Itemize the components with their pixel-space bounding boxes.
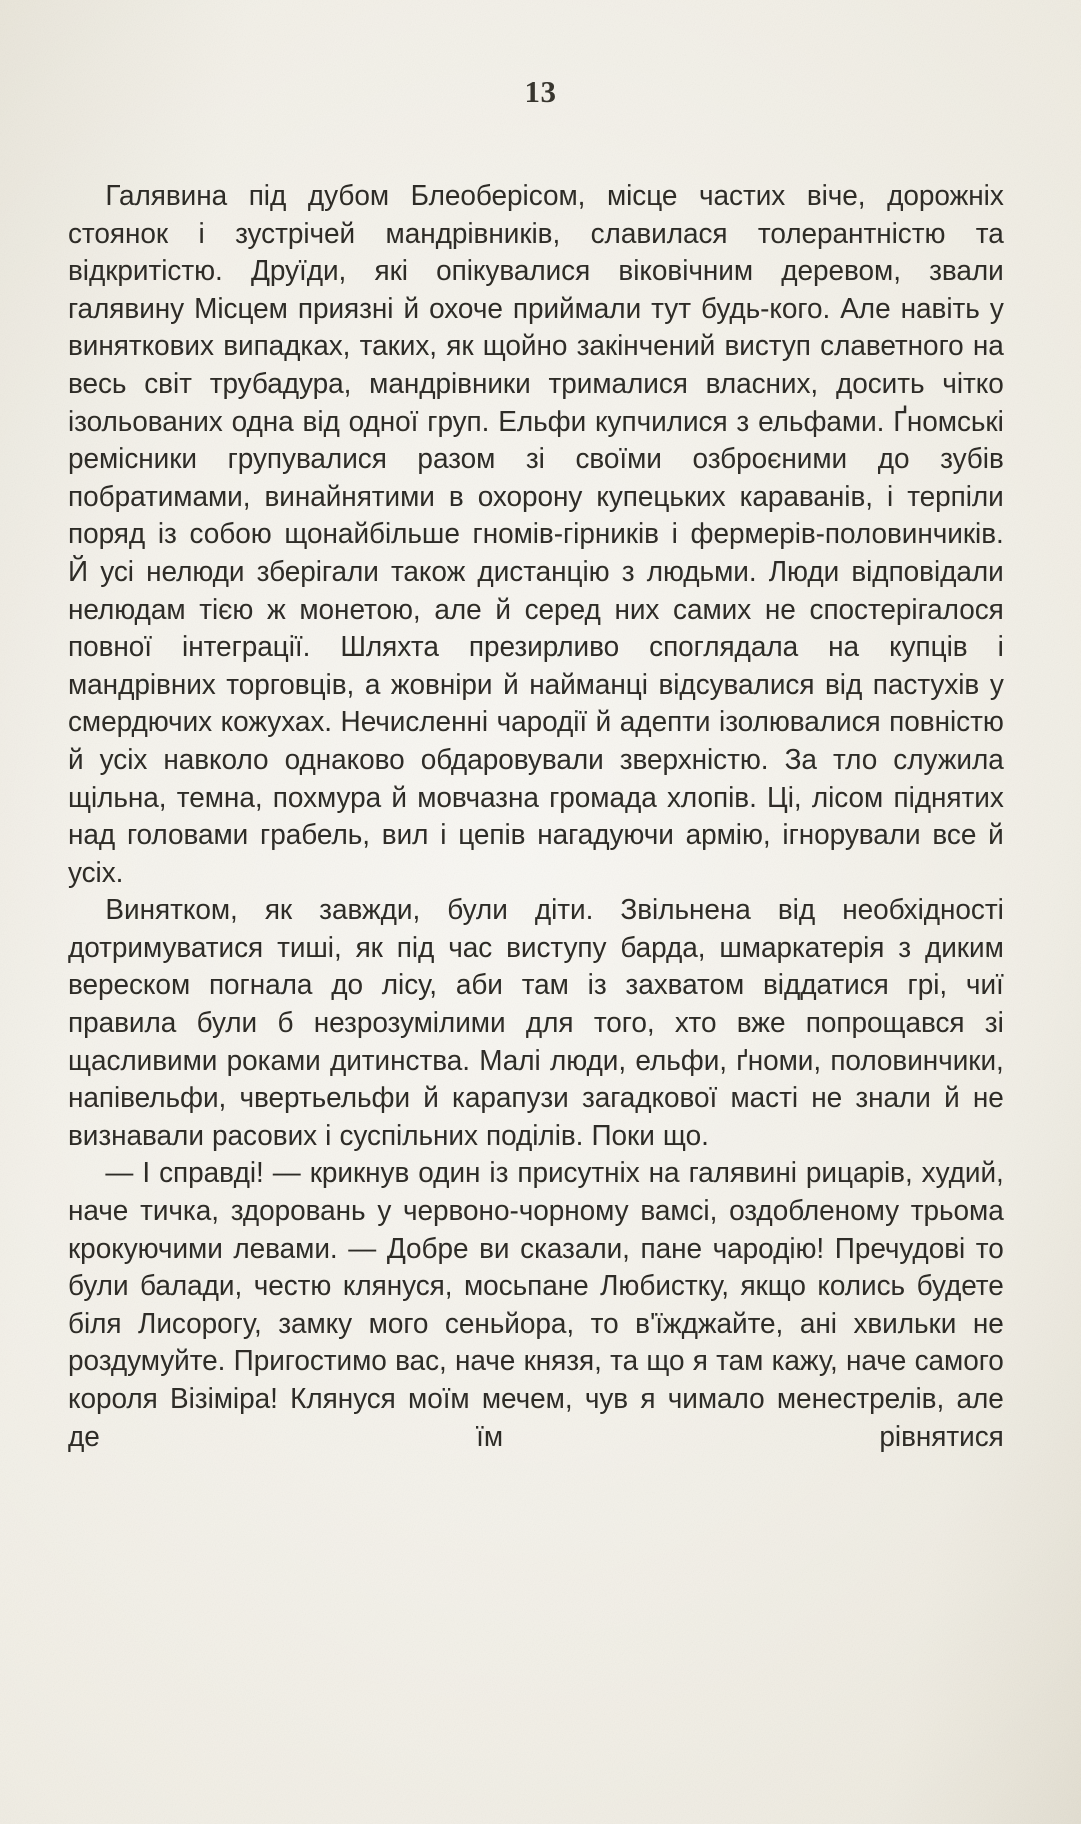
paragraph: Галявина під дубом Блеоберісом, місце частих віче, дорожніх стоянок і зустрічей мандрівників, славилася толерантністю та відкритістю. Друїди, які опікувалися віковічним деревом, звали галявину Місцем приязні й охоче приймали тут будь-кого. Але навіть у виняткових випадках, таких, як щойно закінчений виступ славетного на весь світ трубадура, мандрівники трималися власних, досить чітко ізольованих одна від одної груп. Ельфи купчилися з ельфами. Ґномські ремісники групувалися разом зі своїми озброєними до зубів побратимами, винайнятими в охорону купецьких караванів, і терпіли поряд із собою щонайбільше гномів-гірників і фермерів-половинчиків. Й усі нелюди зберігали також дистанцію з людьми. Люди відповідали нелюдам тією ж монетою, але й серед них самих не спостерігалося повної інтеграції. Шляхта презирливо споглядала на купців і мандрівних торговців, а жовніри й найманці відсувалися від пастухів у смердючих кожухах. Нечисленні чародії й адепти ізолювалися повністю й усіх навколо однаково обдаровували зверхністю. За тло служила щільна, темна, похмура й мовчазна громада хлопів. Ці, лісом піднятих над головами грабель, вил і цепів нагадуючи армію, ігнорували все й усіх. (68, 180, 1004, 889)
paragraph: Винятком, як завжди, були діти. Звільнена від необхідності дотримуватися тиші, як під час виступу барда, шмаркатерія з диким вереском погнала до лісу, аби там із захватом віддатися грі, чиї правила були б незрозумілими для того, хто вже попрощався зі щасливими роками дитинства. Малі люди, ельфи, ґноми, половинчики, напівельфи, чвертьельфи й карапузи загадкової масті не знали й не визнавали расових і суспільних поділів. Поки що. (68, 894, 1004, 1152)
body-text-column (68, 178, 1018, 1494)
paragraph: — І справді! — крикнув один із присутніх на галявині рицарів, худий, наче тичка, здоровань у червоно-чорному вамсі, оздобленому трьома крокуючими левами. — Добре ви сказали, пане чародію! Пречудові то були балади, честю клянуся, мосьпане Любистку, якщо колись будете біля Лисорогу, замку мого сеньйора, то в'їжджайте, ані хвильки не роздумуйте. Пригостимо вас, наче князя, та що я там кажу, наче самого короля Візіміра! Клянуся моїм мечем, чув я чимало менестрелів, але де їм рівнятися (68, 1157, 1004, 1453)
page-number: 13 (524, 74, 557, 109)
